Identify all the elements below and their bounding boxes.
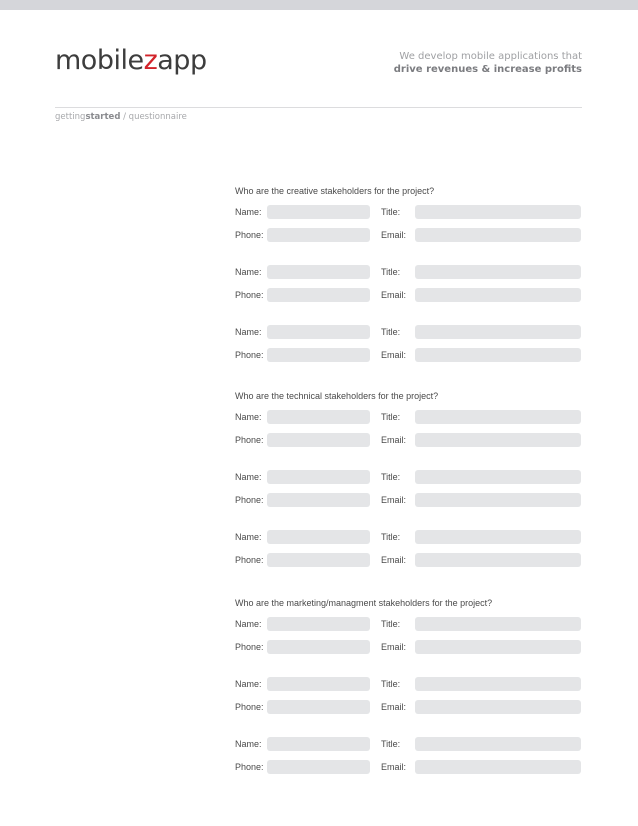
logo bbox=[55, 44, 207, 78]
breadcrumb-suffix: / questionnaire bbox=[120, 112, 187, 122]
email-field[interactable] bbox=[415, 553, 581, 567]
phone-field[interactable] bbox=[267, 640, 370, 654]
phone-field[interactable] bbox=[267, 228, 370, 242]
email-label: Email: bbox=[381, 230, 407, 240]
title-label: Title: bbox=[381, 327, 401, 337]
title-label: Title: bbox=[381, 207, 401, 217]
email-field[interactable] bbox=[415, 433, 581, 447]
phone-field[interactable] bbox=[267, 553, 370, 567]
email-field[interactable] bbox=[415, 640, 581, 654]
email-field[interactable] bbox=[415, 760, 581, 774]
logo-accent: z bbox=[143, 45, 158, 76]
title-field[interactable] bbox=[415, 677, 581, 691]
title-label: Title: bbox=[381, 619, 401, 629]
phone-label: Phone: bbox=[235, 290, 264, 300]
logo-end: app bbox=[157, 45, 207, 76]
email-label: Email: bbox=[381, 495, 407, 505]
section-question: Who are the creative stakeholders for the project? bbox=[235, 186, 435, 196]
logo-main: mobile bbox=[55, 45, 144, 76]
breadcrumb-bold: started bbox=[85, 112, 121, 122]
phone-label: Phone: bbox=[235, 495, 264, 505]
title-field[interactable] bbox=[415, 737, 581, 751]
name-field[interactable] bbox=[267, 205, 370, 219]
breadcrumb-prefix: getting bbox=[55, 112, 86, 122]
name-label: Name: bbox=[235, 532, 262, 542]
name-label: Name: bbox=[235, 472, 262, 482]
email-label: Email: bbox=[381, 435, 407, 445]
title-field[interactable] bbox=[415, 617, 581, 631]
title-label: Title: bbox=[381, 472, 401, 482]
name-label: Name: bbox=[235, 619, 262, 629]
title-field[interactable] bbox=[415, 325, 581, 339]
name-label: Name: bbox=[235, 739, 262, 749]
title-field[interactable] bbox=[415, 410, 581, 424]
title-label: Title: bbox=[381, 532, 401, 542]
email-label: Email: bbox=[381, 642, 407, 652]
email-field[interactable] bbox=[415, 288, 581, 302]
breadcrumb bbox=[55, 112, 187, 122]
email-label: Email: bbox=[381, 555, 407, 565]
name-label: Name: bbox=[235, 267, 262, 277]
title-field[interactable] bbox=[415, 470, 581, 484]
section-question: Who are the technical stakeholders for the project? bbox=[235, 391, 439, 401]
email-label: Email: bbox=[381, 762, 407, 772]
phone-label: Phone: bbox=[235, 435, 264, 445]
email-field[interactable] bbox=[415, 348, 581, 362]
header-divider bbox=[55, 107, 582, 108]
phone-field[interactable] bbox=[267, 348, 370, 362]
phone-field[interactable] bbox=[267, 433, 370, 447]
tagline-line1: We develop mobile applications that bbox=[399, 51, 582, 62]
title-field[interactable] bbox=[415, 530, 581, 544]
name-label: Name: bbox=[235, 412, 262, 422]
name-field[interactable] bbox=[267, 737, 370, 751]
name-field[interactable] bbox=[267, 530, 370, 544]
name-label: Name: bbox=[235, 207, 262, 217]
title-label: Title: bbox=[381, 739, 401, 749]
name-field[interactable] bbox=[267, 410, 370, 424]
phone-field[interactable] bbox=[267, 700, 370, 714]
email-label: Email: bbox=[381, 702, 407, 712]
title-label: Title: bbox=[381, 267, 401, 277]
name-label: Name: bbox=[235, 327, 262, 337]
title-label: Title: bbox=[381, 679, 401, 689]
phone-label: Phone: bbox=[235, 702, 264, 712]
name-label: Name: bbox=[235, 679, 262, 689]
name-field[interactable] bbox=[267, 265, 370, 279]
title-field[interactable] bbox=[415, 205, 581, 219]
title-label: Title: bbox=[381, 412, 401, 422]
email-field[interactable] bbox=[415, 700, 581, 714]
name-field[interactable] bbox=[267, 617, 370, 631]
phone-field[interactable] bbox=[267, 493, 370, 507]
phone-label: Phone: bbox=[235, 762, 264, 772]
name-field[interactable] bbox=[267, 325, 370, 339]
phone-field[interactable] bbox=[267, 760, 370, 774]
top-bar bbox=[0, 0, 638, 10]
email-field[interactable] bbox=[415, 493, 581, 507]
section-question: Who are the marketing/managment stakeholders for the project? bbox=[235, 598, 493, 608]
tagline bbox=[394, 50, 582, 76]
phone-label: Phone: bbox=[235, 230, 264, 240]
email-field[interactable] bbox=[415, 228, 581, 242]
phone-label: Phone: bbox=[235, 555, 264, 565]
title-field[interactable] bbox=[415, 265, 581, 279]
email-label: Email: bbox=[381, 290, 407, 300]
name-field[interactable] bbox=[267, 470, 370, 484]
tagline-line2: drive revenues & increase profits bbox=[393, 64, 582, 75]
name-field[interactable] bbox=[267, 677, 370, 691]
email-label: Email: bbox=[381, 350, 407, 360]
phone-label: Phone: bbox=[235, 350, 264, 360]
phone-field[interactable] bbox=[267, 288, 370, 302]
phone-label: Phone: bbox=[235, 642, 264, 652]
